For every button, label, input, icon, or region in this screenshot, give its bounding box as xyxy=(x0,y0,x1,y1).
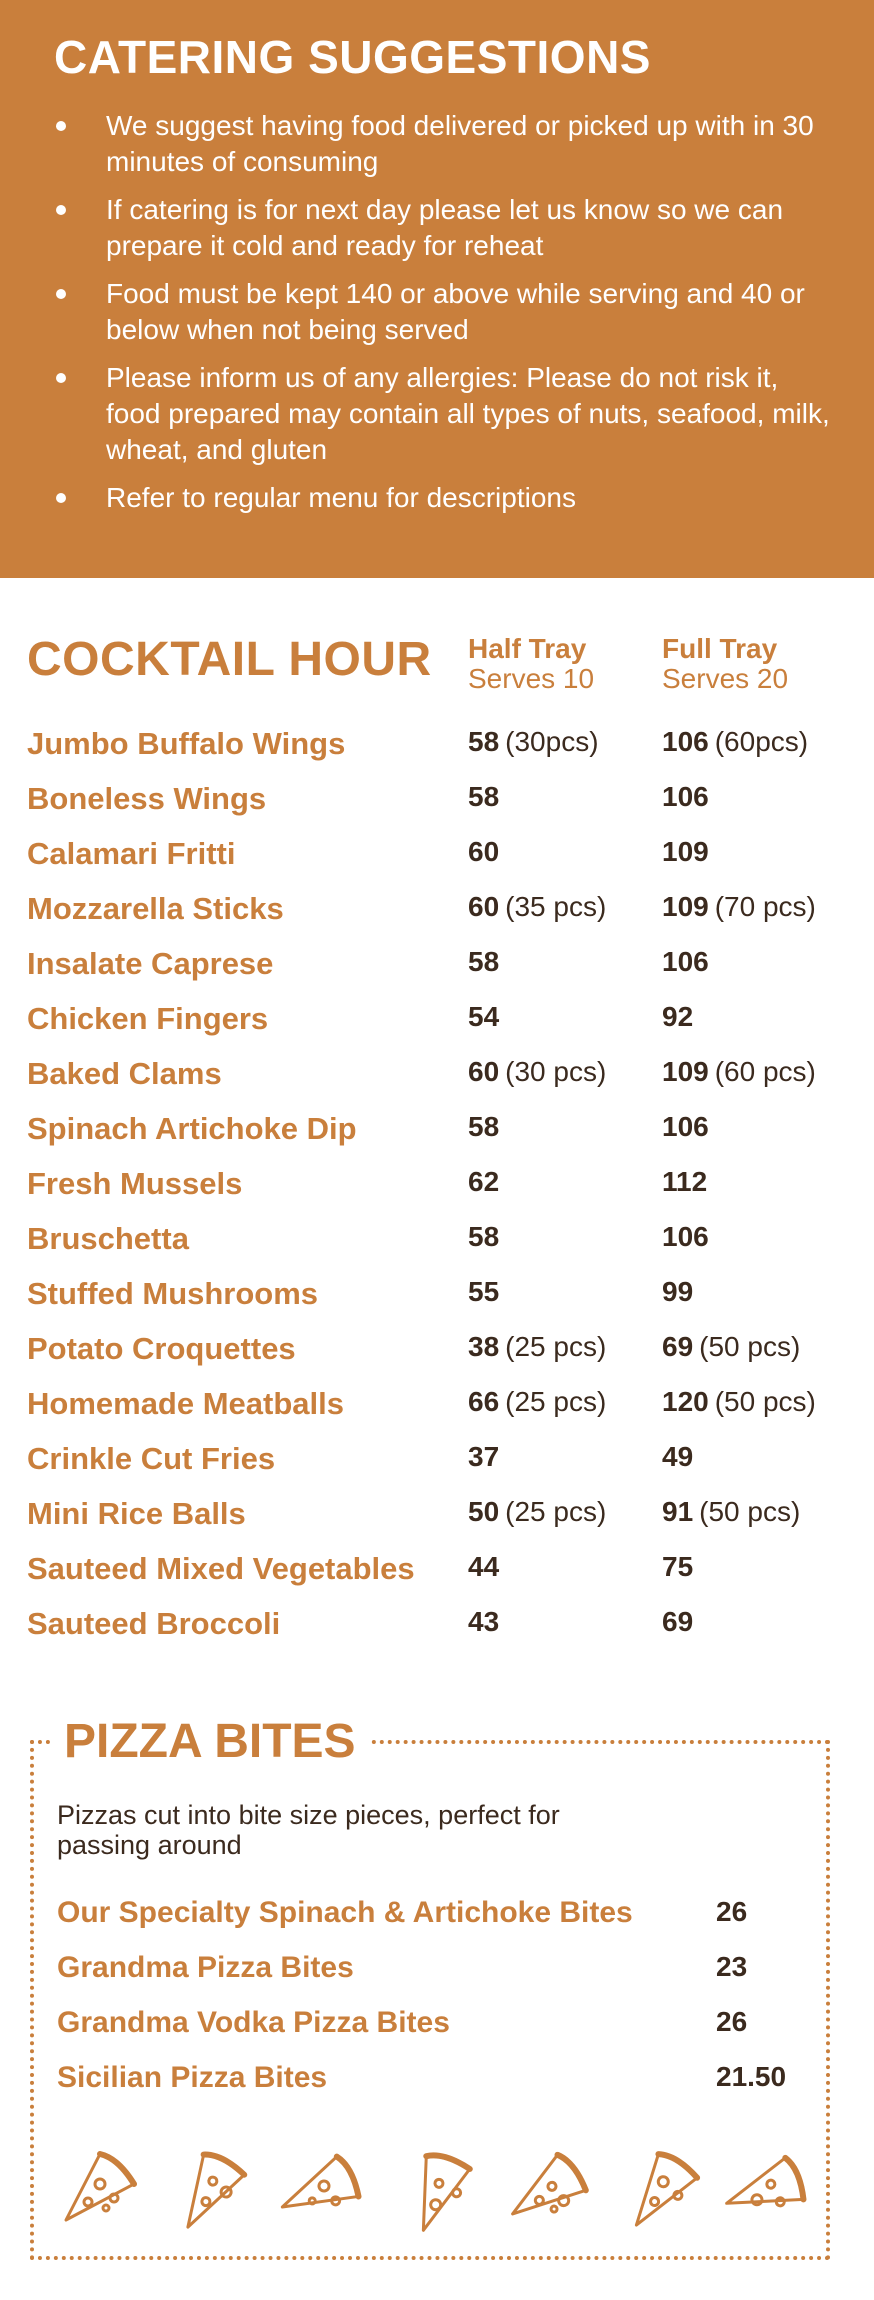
half-tray-price xyxy=(468,1331,606,1363)
half-tray-label: Half Tray xyxy=(468,633,587,664)
full-tray-piece-count: (50 pcs) xyxy=(714,1386,816,1417)
menu-item-row xyxy=(0,1331,874,1386)
half-tray-serves: Serves 10 xyxy=(468,663,595,694)
menu-item-row xyxy=(0,1276,874,1331)
full-tray-price-value: 106 xyxy=(662,781,709,812)
pizza-bites-title: PIZZA BITES xyxy=(50,1714,370,1769)
catering-tip: If catering is for next day please let us know so we can prepare it cold and ready for reheat xyxy=(54,192,834,264)
half-tray-piece-count: (30 pcs) xyxy=(505,1056,607,1087)
half-tray-price xyxy=(468,726,599,758)
menu-item-name: Mini Rice Balls xyxy=(27,1496,246,1531)
half-tray-piece-count: (25 pcs) xyxy=(505,1496,607,1527)
full-tray-price xyxy=(662,891,816,923)
half-tray-price xyxy=(468,1221,499,1253)
full-tray-piece-count: (60 pcs) xyxy=(714,1056,816,1087)
catering-suggestions-panel xyxy=(0,0,874,578)
half-tray-price xyxy=(468,1496,606,1528)
catering-title: CATERING SUGGESTIONS xyxy=(54,31,651,83)
menu-item-name: Crinkle Cut Fries xyxy=(27,1441,276,1476)
half-tray-price-value: 37 xyxy=(468,1441,500,1472)
full-tray-price-value: 99 xyxy=(662,1276,694,1307)
full-tray-price-value: 109 xyxy=(662,1056,709,1087)
half-tray-price xyxy=(468,1166,499,1198)
full-tray-price-value: 112 xyxy=(662,1166,708,1197)
menu-item-name: Potato Croquettes xyxy=(27,1331,296,1366)
menu-item-row xyxy=(0,1551,874,1606)
half-tray-piece-count: (30pcs) xyxy=(505,726,599,757)
full-tray-price xyxy=(662,1496,800,1528)
full-tray-price xyxy=(662,1606,693,1638)
half-tray-price xyxy=(468,1111,499,1143)
half-tray-price-value: 58 xyxy=(468,1111,500,1142)
menu-item-row xyxy=(0,726,874,781)
menu-item-row xyxy=(0,1496,874,1551)
full-tray-price-value: 69 xyxy=(662,1331,694,1362)
menu-item-name: Jumbo Buffalo Wings xyxy=(27,726,346,761)
menu-item-name: Stuffed Mushrooms xyxy=(27,1276,319,1311)
menu-item-row xyxy=(0,1111,874,1166)
half-tray-price-value: 60 xyxy=(468,891,500,922)
full-tray-price-value: 69 xyxy=(662,1606,694,1637)
pizza-item-name: Grandma Vodka Pizza Bites xyxy=(57,2006,450,2039)
pizza-slice-icon xyxy=(609,2133,716,2240)
pizza-item-row xyxy=(0,1951,874,2006)
half-tray-header xyxy=(468,634,594,694)
menu-item-row xyxy=(0,1001,874,1056)
menu-item-row xyxy=(0,1441,874,1496)
menu-item-row xyxy=(0,946,874,1001)
half-tray-price xyxy=(468,1276,499,1308)
pizza-slice-icon xyxy=(52,2140,144,2232)
half-tray-price xyxy=(468,1606,499,1638)
full-tray-price xyxy=(662,1551,693,1583)
catering-tip: We suggest having food delivered or picked up with in 30 minutes of consuming xyxy=(54,108,834,180)
full-tray-price-value: 109 xyxy=(662,891,709,922)
half-tray-price-value: 54 xyxy=(468,1001,500,1032)
full-tray-price xyxy=(662,1221,709,1253)
pizza-item-row xyxy=(0,2061,874,2116)
catering-tip: Please inform us of any allergies: Please do not risk it, food prepared may contain all types of nuts, seafood, milk, wheat, and gluten xyxy=(54,360,834,468)
menu-item-name: Chicken Fingers xyxy=(27,1001,269,1036)
half-tray-price xyxy=(468,1001,499,1033)
half-tray-price-value: 58 xyxy=(468,1221,500,1252)
half-tray-price-value: 55 xyxy=(468,1276,500,1307)
full-tray-price xyxy=(662,1331,800,1363)
half-tray-price-value: 58 xyxy=(468,726,500,757)
pizza-item-name: Grandma Pizza Bites xyxy=(57,1951,354,1984)
menu-item-name: Boneless Wings xyxy=(27,781,267,816)
menu-item-name: Bruschetta xyxy=(27,1221,189,1256)
half-tray-price-value: 58 xyxy=(468,946,500,977)
pizza-item-name: Our Specialty Spinach & Artichoke Bites xyxy=(57,1896,633,1929)
full-tray-piece-count: (50 pcs) xyxy=(699,1331,801,1362)
catering-tip: Food must be kept 140 or above while serving and 40 or below when not being served xyxy=(54,276,834,348)
full-tray-price xyxy=(662,1166,707,1198)
menu-item-row xyxy=(0,891,874,946)
full-tray-label: Full Tray xyxy=(662,633,778,664)
menu-item-name: Baked Clams xyxy=(27,1056,222,1091)
full-tray-price xyxy=(662,781,709,813)
half-tray-price-value: 50 xyxy=(468,1496,500,1527)
full-tray-serves: Serves 20 xyxy=(662,663,789,694)
full-tray-price-value: 106 xyxy=(662,1221,709,1252)
menu-item-name: Fresh Mussels xyxy=(27,1166,243,1201)
half-tray-piece-count: (25 pcs) xyxy=(505,1331,607,1362)
full-tray-price-value: 75 xyxy=(662,1551,694,1582)
menu-item-row xyxy=(0,1606,874,1661)
menu-item-name: Insalate Caprese xyxy=(27,946,274,981)
full-tray-price-value: 49 xyxy=(662,1441,694,1472)
full-tray-price xyxy=(662,1001,693,1033)
catering-tip: Refer to regular menu for descriptions xyxy=(54,480,834,516)
full-tray-piece-count: (50 pcs) xyxy=(699,1496,801,1527)
half-tray-piece-count: (35 pcs) xyxy=(505,891,607,922)
menu-item-row xyxy=(0,1386,874,1441)
full-tray-price-value: 106 xyxy=(662,1111,709,1142)
full-tray-price xyxy=(662,836,709,868)
half-tray-piece-count: (25 pcs) xyxy=(505,1386,607,1417)
full-tray-price-value: 91 xyxy=(662,1496,694,1527)
menu-item-name: Homemade Meatballs xyxy=(27,1386,344,1421)
half-tray-price xyxy=(468,1551,499,1583)
menu-item-row xyxy=(0,1166,874,1221)
pizza-item-price: 26 xyxy=(716,1896,748,1927)
full-tray-price-value: 120 xyxy=(662,1386,709,1417)
menu-item-name: Mozzarella Sticks xyxy=(27,891,284,926)
half-tray-price xyxy=(468,1441,499,1473)
full-tray-price xyxy=(662,1111,709,1143)
full-tray-header xyxy=(662,634,788,694)
menu-item-name: Calamari Fritti xyxy=(27,836,236,871)
menu-item-row xyxy=(0,781,874,836)
pizza-item-price: 26 xyxy=(716,2006,748,2037)
pizza-item-price: 23 xyxy=(716,1951,748,1982)
half-tray-price-value: 44 xyxy=(468,1551,500,1582)
full-tray-price xyxy=(662,1441,693,1473)
half-tray-price-value: 60 xyxy=(468,836,500,867)
full-tray-price xyxy=(662,1386,816,1418)
pizza-slice-icon xyxy=(497,2133,604,2240)
menu-item-name: Sauteed Broccoli xyxy=(27,1606,281,1641)
full-tray-price-value: 106 xyxy=(662,726,709,757)
full-tray-price xyxy=(662,946,709,978)
full-tray-price-value: 109 xyxy=(662,836,709,867)
menu-item-row xyxy=(0,1056,874,1111)
half-tray-price-value: 43 xyxy=(468,1606,500,1637)
half-tray-price-value: 62 xyxy=(468,1166,500,1197)
full-tray-price xyxy=(662,1056,816,1088)
half-tray-price-value: 58 xyxy=(468,781,500,812)
full-tray-price-value: 92 xyxy=(662,1001,694,1032)
cocktail-hour-title: COCKTAIL HOUR xyxy=(27,633,432,686)
full-tray-price xyxy=(662,1276,693,1308)
menu-item-name: Spinach Artichoke Dip xyxy=(27,1111,357,1146)
pizza-item-price: 21.50 xyxy=(716,2061,787,2092)
half-tray-price xyxy=(468,891,606,923)
pizza-items-list xyxy=(0,1896,874,2116)
pizza-item-row xyxy=(0,1896,874,1951)
half-tray-price xyxy=(468,1056,606,1088)
full-tray-price-value: 106 xyxy=(662,946,709,977)
full-tray-piece-count: (70 pcs) xyxy=(714,891,816,922)
cocktail-items-list xyxy=(0,726,874,1661)
pizza-item-row xyxy=(0,2006,874,2061)
half-tray-price xyxy=(468,781,499,813)
menu-item-row xyxy=(0,1221,874,1276)
full-tray-piece-count: (60pcs) xyxy=(714,726,809,757)
full-tray-price xyxy=(662,726,808,758)
half-tray-price-value: 38 xyxy=(468,1331,500,1362)
half-tray-price xyxy=(468,946,499,978)
menu-item-row xyxy=(0,836,874,891)
pizza-item-name: Sicilian Pizza Bites xyxy=(57,2061,328,2094)
menu-item-name: Sauteed Mixed Vegetables xyxy=(27,1551,415,1586)
half-tray-price-value: 60 xyxy=(468,1056,500,1087)
half-tray-price xyxy=(468,836,499,868)
half-tray-price xyxy=(468,1386,606,1418)
half-tray-price-value: 66 xyxy=(468,1386,500,1417)
catering-tips-list xyxy=(54,108,834,528)
pizza-bites-description: Pizzas cut into bite size pieces, perfect for passing around xyxy=(57,1800,560,1860)
